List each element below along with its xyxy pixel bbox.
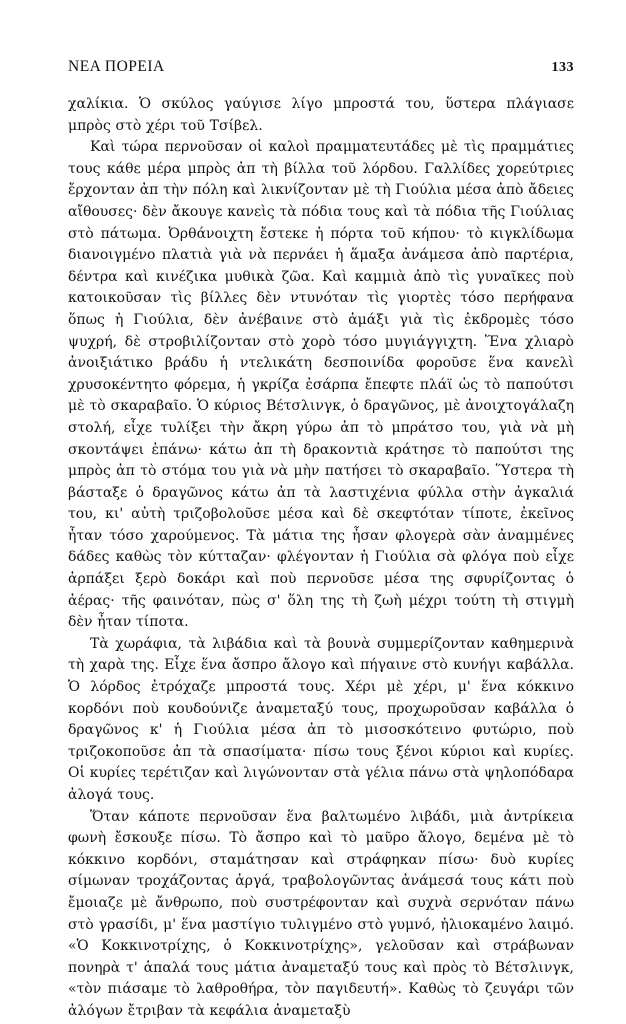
paragraph: χαλίκια. Ὁ σκύλος γαύγισε λίγο μπροστά του, ὕστερα πλάγιασε μπρὸς στὸ χέρι τοῦ Τσίβελ.: [68, 96, 574, 134]
running-title: ΝΕΑ ΠΟΡΕΙΑ: [68, 58, 165, 75]
book-page: [68, 58, 574, 1023]
paragraph: Καὶ τώρα περνοῦσαν οἱ καλοὶ πραμματευτάδες μὲ τὶς πραμμάτιες τους κάθε μέρα μπρὸς ἀπ τὴ βίλλα τοῦ λόρδου. Γαλλίδες χορεύτριες ἔρχονταν ἀπ τὴν πόλη καὶ λικνίζονταν μὲ τὴ Γιούλια μέσα ἀπὸ ἄδειες αἴθουσες· δὲν ἄκουγε κανεὶς τὰ πόδια τους καὶ τὰ πόδια τῆς Γιούλιας στὸ πάτωμα. Ὀρθάνοιχτη ἔστεκε ἡ πόρτα τοῦ κήπου· τὸ κιγκλίδωμα διανοιγμένο πλατιὰ γιὰ νὰ περνάει ἡ ἅμαξα ἀνάμεσα ἀπὸ παρτέρια, δέντρα καὶ κινέζικα μυθικὰ ζῶα. Καὶ καμμιὰ ἀπὸ τὶς γυναῖκες ποὺ κατοικοῦσαν τὶς βίλλες δὲν ντυνόταν τὶς γιορτὲς τόσο περήφανα ὅπως ἡ Γιούλια, δὲν ἀνέβαινε στὸ ἁμάξι γιὰ τὶς ἐκδρομὲς τόσο ψυχρή, δὲ στροβιλίζονταν στὸ χορὸ τόσο μυγιάγγιχτη. Ἕνα χλιαρὸ ἀνοιξιάτικο βράδυ ἡ ντελικάτη δεσποινίδα φοροῦσε ἕνα κανελὶ χρυσοκέντητο φόρεμα, ἡ γκρίζα ἐσάρπα ἔπεφτε πλάϊ ὡς τὸ παπούτσι μὲ τὸ σκαραβαῖο. Ὁ κύριος Βέτσλινγκ, ὁ δραγῶνος, μὲ ἀνοιχτογάλαζη στολή, εἶχε τυλίξει τὴν ἄκρη γύρω ἀπ τὸ μπράτσο του, γιὰ νὰ μὴ σκοντάψει ἐπάνω· κάτω ἀπ τὴ δρακοντιὰ κράτησε τὸ παπούτσι της μπρὸς ἀπ τὸ στόμα του γιὰ νὰ μὴν πατήσει τὸ σκαραβαῖο. Ὕστερα τὴ βάσταξε ὁ δραγῶνος κάτω ἀπ τὰ λαστιχένια φύλλα στὴν ἀγκαλιά του, κι' αὐτὴ τριζοβολοῦσε μέσα καὶ δὲ σκεφτόταν τίποτε, ἐκεῖνος ἦταν τόσο χαρούμενος. Τὰ μάτια της ἦσαν φλογερὰ σὰν ἀναμμένες δάδες καθὼς τὸν κύτταζαν· φλέγονταν ἡ Γιούλια σὰ φλόγα ποὺ εἶχε ἁρπάξει ξερὸ δοκάρι καὶ ποὺ περνοῦσε μέσα της σφυρίζοντας ὁ ἀέρας· τῆς φαινόταν, πὼς σ' ὅλη της τὴ ζωὴ μέχρι τούτη τὴ στιγμὴ δὲν ἦταν τίποτα.: [68, 139, 574, 631]
paragraph: Ὅταν κάποτε περνοῦσαν ἕνα βαλτωμένο λιβάδι, μιὰ ἀντρίκεια φωνὴ ἔσκουξε πίσω. Τὸ ἄσπρο καὶ τὸ μαῦρο ἄλογο, δεμένα μὲ τὸ κόκκινο κορδόνι, σταμάτησαν καὶ στράφηκαν πίσω· δυὸ κυρίες σίμωναν τροχάζοντας ἀργά, τραβολογῶντας ἀνάμεσά τους κάτι ποὺ ἔμοιαζε μὲ ἄνθρωπο, ποὺ συστρέφονταν καὶ συχνὰ σερνόταν πάνω στὸ γρασίδι, μ' ἕνα μαστίγιο τυλιγμένο στὸ γυμνό, ἡλιοκαμένο λαιμό. «Ὁ Κοκκινοτρίχης, ὁ Κοκκινοτρίχης», γελοῦσαν καὶ στράβωναν πονηρὰ τ' ἁπαλά τους μάτια ἀναμεταξύ τους καὶ πρὸς τὸ Βέτσλινγκ, «τὸν πιάσαμε τὸ λαθροθήρα, τὸν παγιδευτή». Καθὼς τὸ ζευγάρι τῶν ἀλόγων ἔτριβαν τὰ κεφάλια ἀναμεταξὺ: [68, 808, 574, 1019]
page-header: [68, 58, 574, 94]
body-text: [68, 94, 574, 1023]
paragraph: Τὰ χωράφια, τὰ λιβάδια καὶ τὰ βουνὰ συμμερίζονταν καθημερινὰ τὴ χαρὰ της. Εἶχε ἕνα ἄσπρο ἄλογο καὶ πήγαινε στὸ κυνήγι καβάλλα. Ὁ λόρδος ἐτρόχαζε μπροστά τους. Χέρι μὲ χέρι, μ' ἕνα κόκκινο κορδόνι ποὺ κουδούνιζε ἀναμεταξύ τους, προχωροῦσαν καβάλλα ὁ δραγῶνος κ' ἡ Γιούλια μέσα ἀπ τὸ μισοσκότεινο φυτώριο, ποὺ τριζοκοποῦσε ἀπ τὰ σπασίματα· πίσω τους ξένοι κύριοι καὶ κυρίες. Οἱ κυρίες τερέτιζαν καὶ λιγώνονταν στὰ γέλια πάνω στὰ ψηλοπόδαρα ἀλογά τους.: [68, 635, 574, 803]
page-number: 133: [551, 60, 574, 75]
